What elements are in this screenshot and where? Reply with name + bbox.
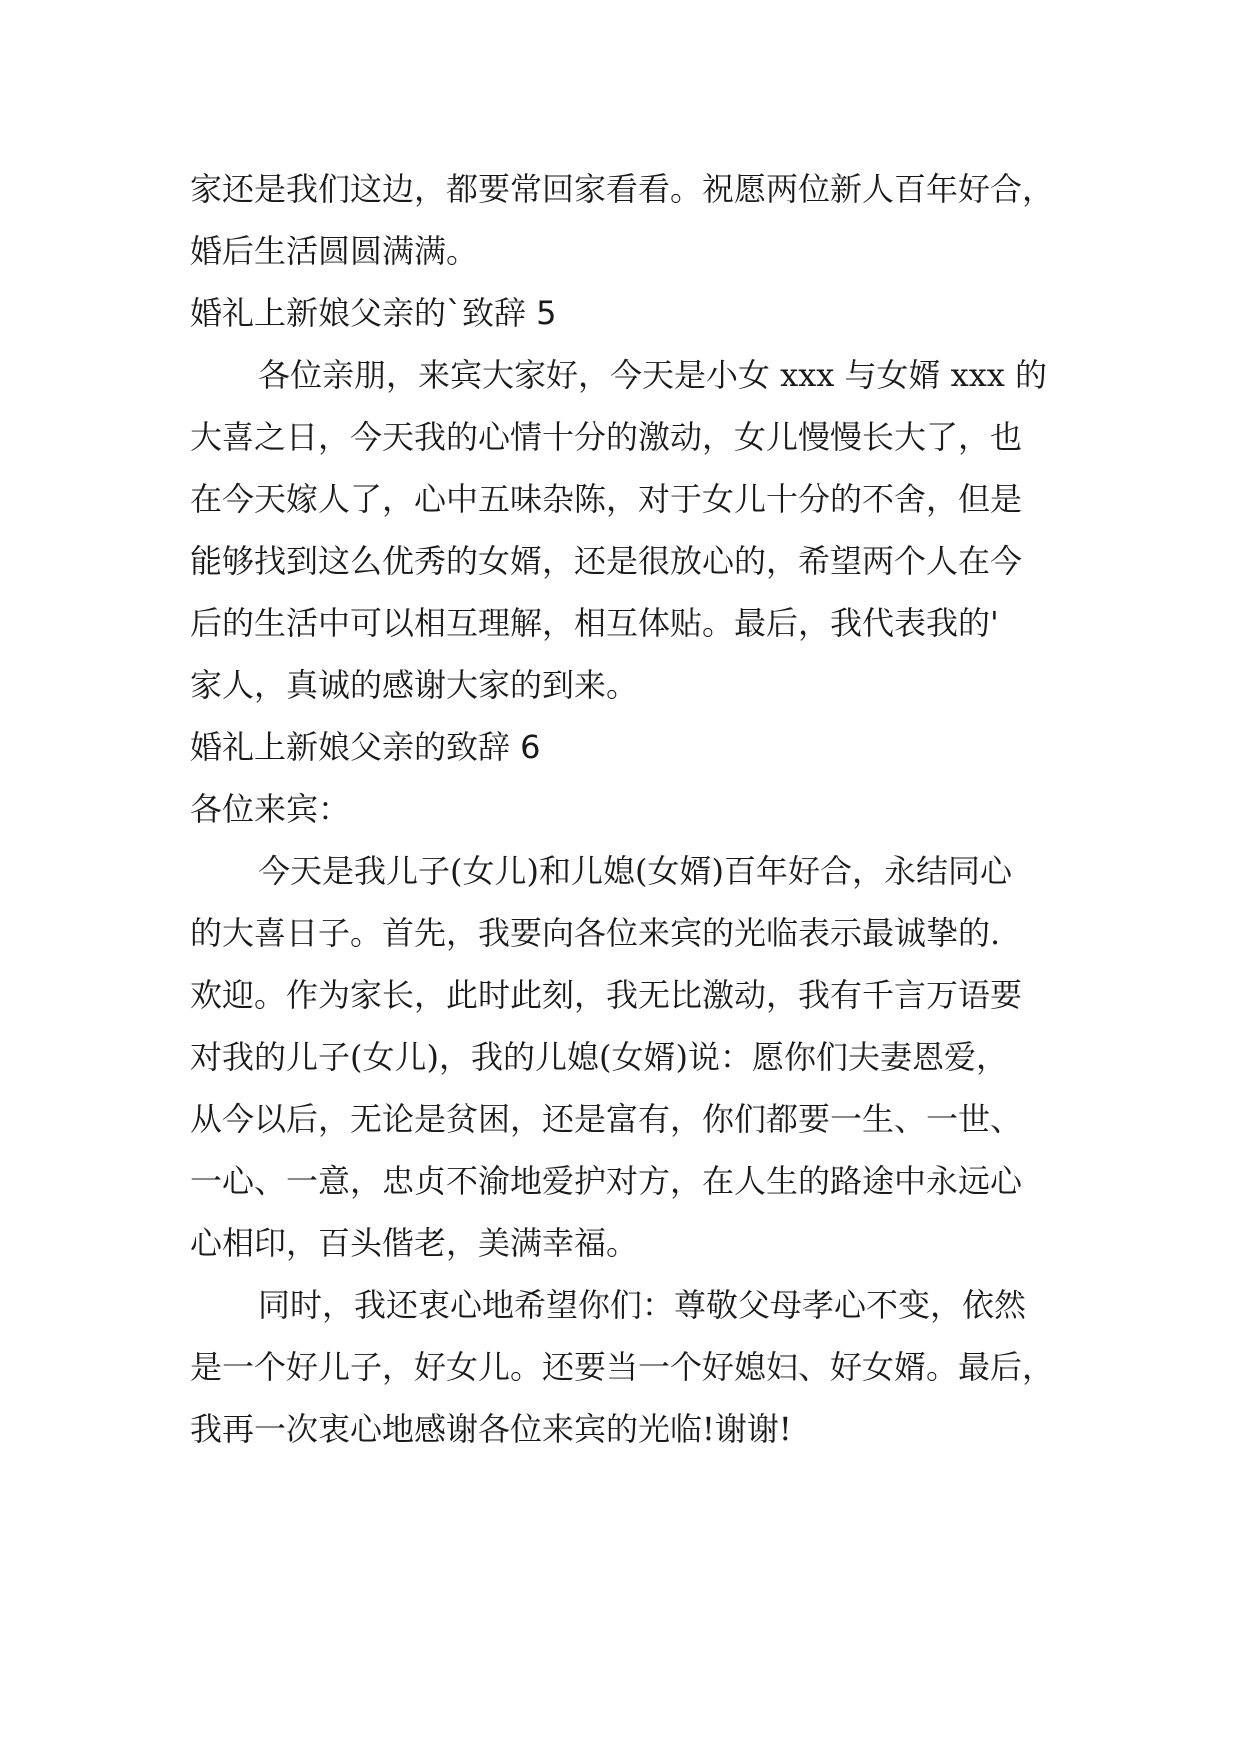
paragraph-line: 家人，真诚的感谢大家的到来。 (190, 666, 639, 704)
paragraph-line: 在今天嫁人了，心中五味杂陈，对于女儿十分的不舍，但是 (190, 480, 1023, 518)
paragraph-line: 各位亲朋，来宾大家好，今天是小女 xxx 与女婿 xxx 的 (258, 356, 1047, 394)
paragraph-line: 能够找到这么优秀的女婿，还是很放心的，希望两个人在今 (190, 542, 1023, 580)
paragraph-line: 一心、一意，忠贞不渝地爱护对方，在人生的路途中永远心 (190, 1162, 1023, 1200)
paragraph-line: 从今以后，无论是贫困，还是富有，你们都要一生、一世、 (190, 1100, 1023, 1138)
paragraph-line: 后的生活中可以相互理解，相互体贴。最后，我代表我的' (190, 604, 999, 642)
paragraph-line: 是一个好儿子，好女儿。还要当一个好媳妇、好女婿。最后， (190, 1348, 1055, 1386)
paragraph-line: 家还是我们这边，都要常回家看看。祝愿两位新人百年好合， (190, 170, 1055, 208)
paragraph-line: 欢迎。作为家长，此时此刻，我无比激动，我有千言万语要 (190, 976, 1023, 1014)
paragraph-line: 我再一次衷心地感谢各位来宾的光临!谢谢! (190, 1410, 792, 1448)
paragraph-line: 婚后生活圆圆满满。 (190, 232, 479, 270)
paragraph-line: 今天是我儿子(女儿)和儿媳(女婿)百年好合，永结同心 (258, 852, 1012, 890)
paragraph-line: 心相印，百头偕老，美满幸福。 (190, 1224, 639, 1262)
document-body (190, 158, 1070, 1460)
salutation: 各位来宾： (190, 790, 351, 828)
section-heading-6: 婚礼上新娘父亲的致辞 6 (190, 728, 541, 766)
paragraph-line: 同时，我还衷心地希望你们：尊敬父母孝心不变，依然 (258, 1286, 1027, 1324)
paragraph-line: 对我的儿子(女儿)，我的儿媳(女婿)说：愿你们夫妻恩爱， (190, 1038, 1008, 1076)
section-heading-5: 婚礼上新娘父亲的`致辞 5 (190, 294, 557, 332)
paragraph-line: 的大喜日子。首先，我要向各位来宾的光临表示最诚挚的. (190, 914, 1001, 952)
paragraph-line: 大喜之日，今天我的心情十分的激动，女儿慢慢长大了，也 (190, 418, 1023, 456)
